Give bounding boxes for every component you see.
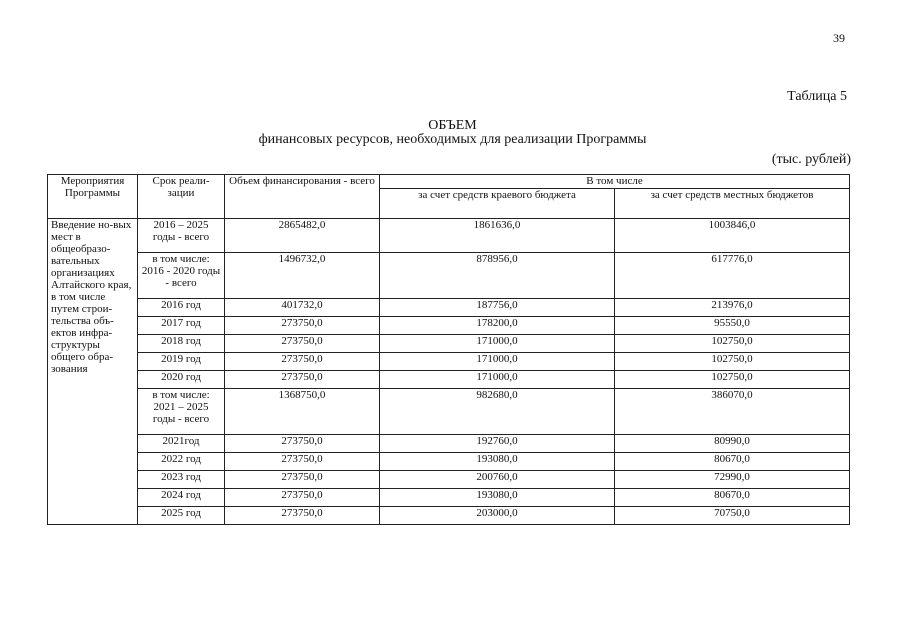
regional-cell: 200760,0 (380, 471, 615, 489)
page-number: 39 (833, 31, 845, 45)
local-cell: 70750,0 (615, 507, 850, 525)
local-cell: 102750,0 (615, 353, 850, 371)
local-cell: 386070,0 (615, 389, 850, 435)
local-cell: 102750,0 (615, 335, 850, 353)
total-cell: 273750,0 (225, 471, 380, 489)
header-local: за счет средств местных бюджетов (615, 189, 850, 219)
units-label: (тыс. рублей) (771, 152, 851, 167)
regional-cell: 203000,0 (380, 507, 615, 525)
total-cell: 273750,0 (225, 371, 380, 389)
term-cell: 2018 год (138, 335, 225, 353)
regional-cell: 171000,0 (380, 371, 615, 389)
header-volume: Объем финансирования - всего (225, 175, 380, 219)
total-cell: 273750,0 (225, 335, 380, 353)
table-label: Таблица 5 (787, 89, 847, 104)
term-cell: 2016 – 2025 годы - всего (138, 219, 225, 253)
term-cell: 2019 год (138, 353, 225, 371)
term-cell: 2021год (138, 435, 225, 453)
local-cell: 80990,0 (615, 435, 850, 453)
term-cell: 2023 год (138, 471, 225, 489)
term-cell: 2017 год (138, 317, 225, 335)
local-cell: 80670,0 (615, 453, 850, 471)
regional-cell: 982680,0 (380, 389, 615, 435)
term-cell: в том числе: 2021 – 2025 годы - всего (138, 389, 225, 435)
financing-table (47, 174, 850, 525)
total-cell: 2865482,0 (225, 219, 380, 253)
local-cell: 1003846,0 (615, 219, 850, 253)
total-cell: 273750,0 (225, 507, 380, 525)
local-cell: 617776,0 (615, 253, 850, 299)
document-title: ОБЪЕМ (428, 118, 477, 133)
total-cell: 1496732,0 (225, 253, 380, 299)
header-term: Срок реали-зации (138, 175, 225, 219)
header-including: В том числе (380, 175, 850, 189)
total-cell: 401732,0 (225, 299, 380, 317)
regional-cell: 1861636,0 (380, 219, 615, 253)
term-cell: 2024 год (138, 489, 225, 507)
total-cell: 273750,0 (225, 435, 380, 453)
total-cell: 273750,0 (225, 453, 380, 471)
total-cell: 1368750,0 (225, 389, 380, 435)
total-cell: 273750,0 (225, 353, 380, 371)
local-cell: 213976,0 (615, 299, 850, 317)
header-activities: Мероприятия Программы (48, 175, 138, 219)
header-regional: за счет средств краевого бюджета (380, 189, 615, 219)
regional-cell: 192760,0 (380, 435, 615, 453)
term-cell: в том числе: 2016 - 2020 годы - всего (138, 253, 225, 299)
term-cell: 2022 год (138, 453, 225, 471)
regional-cell: 178200,0 (380, 317, 615, 335)
total-cell: 273750,0 (225, 317, 380, 335)
activity-cell: Введение но-вых мест в общеобразо-вательных организациях Алтайского края, в том числе путем строи-тельства объ-ектов инфра-структуры общего обра-зования (48, 219, 138, 525)
regional-cell: 878956,0 (380, 253, 615, 299)
term-cell: 2025 год (138, 507, 225, 525)
local-cell: 72990,0 (615, 471, 850, 489)
regional-cell: 193080,0 (380, 453, 615, 471)
document-subtitle: финансовых ресурсов, необходимых для реализации Программы (258, 132, 647, 147)
term-cell: 2016 год (138, 299, 225, 317)
total-cell: 273750,0 (225, 489, 380, 507)
regional-cell: 187756,0 (380, 299, 615, 317)
regional-cell: 171000,0 (380, 353, 615, 371)
local-cell: 102750,0 (615, 371, 850, 389)
regional-cell: 171000,0 (380, 335, 615, 353)
term-cell: 2020 год (138, 371, 225, 389)
local-cell: 80670,0 (615, 489, 850, 507)
regional-cell: 193080,0 (380, 489, 615, 507)
local-cell: 95550,0 (615, 317, 850, 335)
